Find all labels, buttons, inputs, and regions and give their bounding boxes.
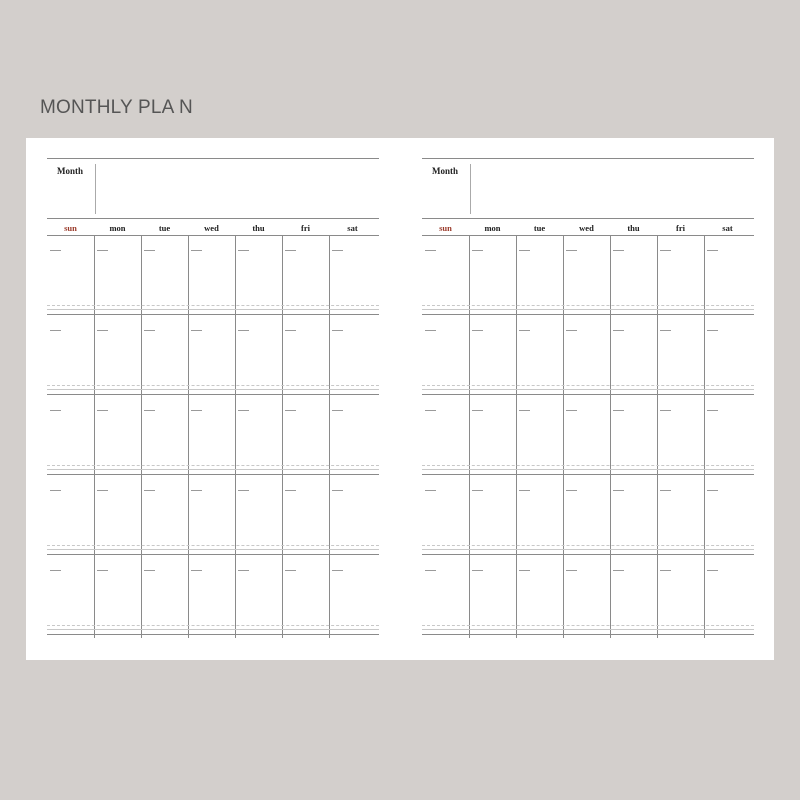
date-tick xyxy=(332,330,343,331)
date-tick xyxy=(238,570,249,571)
week-separator xyxy=(422,309,754,310)
date-tick xyxy=(472,570,483,571)
column-divider xyxy=(469,235,470,638)
top-rule xyxy=(47,158,379,159)
week-separator xyxy=(422,394,754,395)
week-separator xyxy=(47,474,379,475)
week-separator xyxy=(422,389,754,390)
date-tick xyxy=(332,490,343,491)
week-separator xyxy=(422,314,754,315)
weekday-sun: sun xyxy=(64,223,77,233)
weekday-wed: wed xyxy=(204,223,219,233)
date-tick xyxy=(332,250,343,251)
date-tick xyxy=(50,330,61,331)
monthly-planner-left xyxy=(47,138,379,660)
date-tick xyxy=(285,330,296,331)
date-tick xyxy=(566,250,577,251)
date-tick xyxy=(707,490,718,491)
date-tick xyxy=(519,490,530,491)
date-tick xyxy=(425,570,436,571)
date-tick xyxy=(613,250,624,251)
month-label: Month xyxy=(432,166,459,176)
date-tick xyxy=(50,490,61,491)
month-divider xyxy=(470,164,471,214)
week-separator xyxy=(422,554,754,555)
month-label: Month xyxy=(57,166,84,176)
week-note-line xyxy=(47,465,379,466)
monthly-planner-right xyxy=(422,138,754,660)
date-tick xyxy=(613,490,624,491)
date-tick xyxy=(613,570,624,571)
date-tick xyxy=(613,410,624,411)
week-separator xyxy=(47,314,379,315)
date-tick xyxy=(425,250,436,251)
date-tick xyxy=(144,570,155,571)
date-tick xyxy=(97,250,108,251)
date-tick xyxy=(238,250,249,251)
date-tick xyxy=(566,330,577,331)
date-tick xyxy=(707,330,718,331)
week-separator xyxy=(47,554,379,555)
week-separator xyxy=(47,469,379,470)
weekday-header-top-rule xyxy=(422,218,754,219)
column-divider xyxy=(516,235,517,638)
date-tick xyxy=(519,330,530,331)
date-tick xyxy=(285,250,296,251)
date-tick xyxy=(238,330,249,331)
date-tick xyxy=(613,330,624,331)
week-separator xyxy=(422,634,754,635)
date-tick xyxy=(472,410,483,411)
column-divider xyxy=(94,235,95,638)
top-rule xyxy=(422,158,754,159)
week-note-line xyxy=(422,305,754,306)
date-tick xyxy=(519,570,530,571)
date-tick xyxy=(472,250,483,251)
weekday-mon: mon xyxy=(109,223,126,233)
week-note-line xyxy=(47,545,379,546)
date-tick xyxy=(50,250,61,251)
column-divider xyxy=(235,235,236,638)
weekday-thu: thu xyxy=(252,223,265,233)
week-separator xyxy=(47,549,379,550)
week-note-line xyxy=(422,385,754,386)
week-separator xyxy=(422,474,754,475)
weekday-fri: fri xyxy=(301,223,310,233)
date-tick xyxy=(472,330,483,331)
column-divider xyxy=(188,235,189,638)
date-tick xyxy=(191,250,202,251)
date-tick xyxy=(50,570,61,571)
week-separator xyxy=(47,394,379,395)
column-divider xyxy=(563,235,564,638)
week-note-line xyxy=(422,625,754,626)
date-tick xyxy=(97,410,108,411)
date-tick xyxy=(285,410,296,411)
date-tick xyxy=(660,570,671,571)
weekday-tue: tue xyxy=(533,223,546,233)
date-tick xyxy=(144,330,155,331)
date-tick xyxy=(566,410,577,411)
week-separator xyxy=(47,634,379,635)
week-separator xyxy=(47,389,379,390)
date-tick xyxy=(566,490,577,491)
weekday-mon: mon xyxy=(484,223,501,233)
date-tick xyxy=(332,570,343,571)
date-tick xyxy=(519,410,530,411)
column-divider xyxy=(282,235,283,638)
date-tick xyxy=(191,330,202,331)
column-divider xyxy=(704,235,705,638)
date-tick xyxy=(566,570,577,571)
page-title: MONTHLY PLA N xyxy=(40,97,193,118)
date-tick xyxy=(191,490,202,491)
week-separator xyxy=(47,629,379,630)
month-divider xyxy=(95,164,96,214)
week-note-line xyxy=(47,305,379,306)
week-note-line xyxy=(422,545,754,546)
date-tick xyxy=(238,410,249,411)
weekday-fri: fri xyxy=(676,223,685,233)
week-separator xyxy=(47,309,379,310)
weekday-sun: sun xyxy=(439,223,452,233)
column-divider xyxy=(657,235,658,638)
date-tick xyxy=(50,410,61,411)
planner-sheet xyxy=(26,138,774,660)
date-tick xyxy=(425,410,436,411)
date-tick xyxy=(144,250,155,251)
date-tick xyxy=(660,330,671,331)
date-tick xyxy=(97,570,108,571)
weekday-wed: wed xyxy=(579,223,594,233)
weekday-tue: tue xyxy=(158,223,171,233)
weekday-thu: thu xyxy=(627,223,640,233)
weekday-header-top-rule xyxy=(47,218,379,219)
date-tick xyxy=(707,250,718,251)
date-tick xyxy=(332,410,343,411)
date-tick xyxy=(425,490,436,491)
date-tick xyxy=(285,570,296,571)
date-tick xyxy=(144,410,155,411)
date-tick xyxy=(97,490,108,491)
weekday-sat: sat xyxy=(347,223,358,233)
date-tick xyxy=(472,490,483,491)
date-tick xyxy=(238,490,249,491)
week-separator xyxy=(422,469,754,470)
column-divider xyxy=(329,235,330,638)
date-tick xyxy=(191,570,202,571)
week-separator xyxy=(422,629,754,630)
date-tick xyxy=(660,250,671,251)
week-note-line xyxy=(47,385,379,386)
date-tick xyxy=(707,410,718,411)
date-tick xyxy=(660,490,671,491)
weekday-sat: sat xyxy=(722,223,733,233)
date-tick xyxy=(144,490,155,491)
date-tick xyxy=(97,330,108,331)
date-tick xyxy=(707,570,718,571)
date-tick xyxy=(660,410,671,411)
column-divider xyxy=(610,235,611,638)
date-tick xyxy=(425,330,436,331)
week-note-line xyxy=(422,465,754,466)
week-separator xyxy=(422,549,754,550)
week-note-line xyxy=(47,625,379,626)
column-divider xyxy=(141,235,142,638)
date-tick xyxy=(519,250,530,251)
date-tick xyxy=(191,410,202,411)
date-tick xyxy=(285,490,296,491)
